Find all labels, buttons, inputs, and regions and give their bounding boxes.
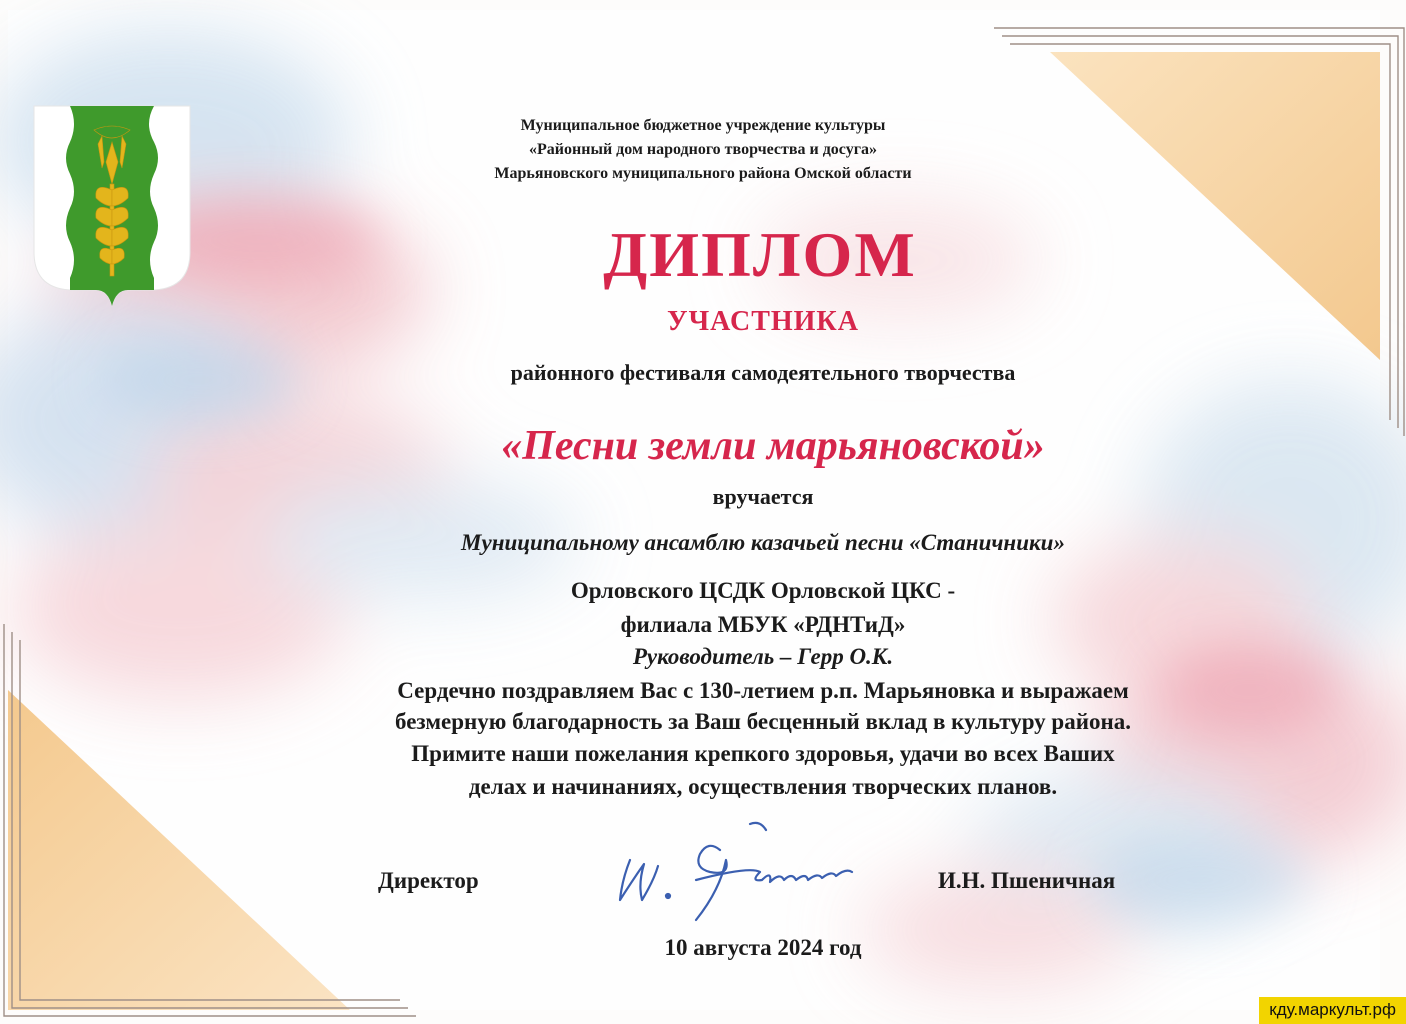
congratulation-line-2: безмерную благодарность за Ваш бесценный вклад в культуру района.	[395, 709, 1131, 734]
organization-line-1: Муниципальное бюджетное учреждение культуры	[520, 117, 886, 134]
congratulation-line-4: делах и начинаниях, осуществления творческих планов.	[468, 774, 1058, 799]
leader-line: Руководитель – Герр О.К.	[632, 644, 894, 669]
handwritten-signature	[600, 820, 870, 930]
branch-line-1: Орловского ЦСДК Орловской ЦКС -	[570, 578, 956, 603]
organization-line-3: Марьяновского муниципального района Омской области	[494, 165, 912, 182]
branch-line-2: филиала МБУК «РДНТиД»	[620, 612, 906, 637]
diploma-title: ДИПЛОМ	[603, 219, 917, 290]
diploma-subtitle: УЧАСТНИКА	[667, 306, 859, 337]
recipient-name: Муниципальному ансамблю казачьей песни «Станичники»	[461, 530, 1065, 555]
festival-line: районного фестиваля самодеятельного творчества	[510, 360, 1016, 385]
signatory-title: Директор	[378, 868, 479, 893]
festival-name: «Песни земли марьяновской»	[501, 423, 1045, 469]
congratulation-line-3: Примите наши пожелания крепкого здоровья, удачи во всех Ваших	[411, 741, 1115, 766]
awarded-word: вручается	[712, 484, 814, 509]
issue-date: 10 августа 2024 год	[664, 935, 862, 960]
organization-line-2: «Районный дом народного творчества и досуга»	[529, 141, 877, 158]
website-watermark: кду.маркульт.рф	[1259, 997, 1406, 1024]
congratulation-line-1: Сердечно поздравляем Вас с 130-летием р.п. Марьяновка и выражаем	[397, 678, 1129, 703]
signatory-name: И.Н. Пшеничная	[938, 868, 1116, 893]
